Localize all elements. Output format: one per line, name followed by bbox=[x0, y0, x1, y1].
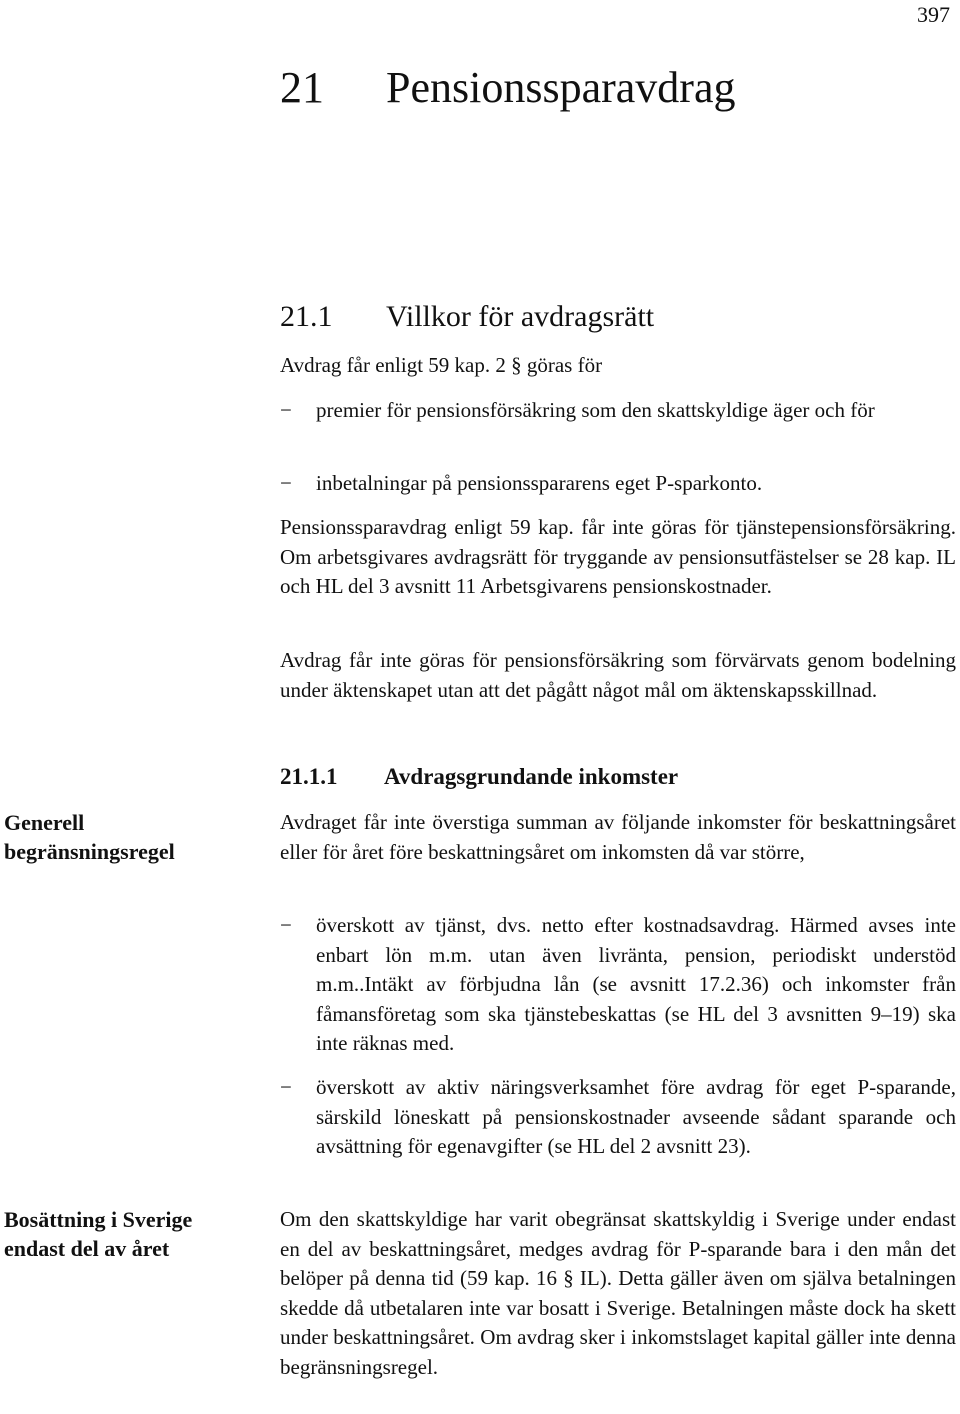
paragraph: Avdrag får inte göras för pensionsförsäkring som förvärvats genom bodelning under äktenskapet utan att det pågått något mål om äktenskapsskillnad. bbox=[280, 648, 956, 702]
paragraph: Pensionssparavdrag enligt 59 kap. får inte göras för tjänstepensionsförsäkring. Om arbetsgivares avdragsrätt för tryggande av pensionsutfästelser se 28 kap. IL och HL del 3 avsnitt 11 Arbetsgivarens pensionskostnader. bbox=[280, 515, 956, 598]
section-number: 21.1 bbox=[280, 300, 333, 333]
list-item bbox=[280, 911, 956, 1059]
margin-note-residence: Bosättning i Sverige endast del av året bbox=[4, 1207, 193, 1261]
list-item bbox=[280, 1073, 956, 1162]
intro-paragraph: Avdrag får enligt 59 kap. 2 § göras för bbox=[280, 353, 603, 377]
list-item-text: premier för pensionsförsäkring som den skattskyldige äger och för bbox=[316, 398, 875, 422]
paragraph: Avdraget får inte överstiga summan av följande inkomster för beskattningsåret eller för året före beskattningsåret om inkomsten då var större, bbox=[280, 810, 956, 864]
list-item bbox=[280, 396, 956, 426]
dash-bullet: − bbox=[280, 1075, 292, 1099]
section-title: Villkor för avdragsrätt bbox=[386, 300, 655, 333]
chapter-title bbox=[280, 62, 736, 113]
subsection-heading bbox=[280, 764, 678, 790]
list-item-text: inbetalningar på pensionsspararens eget P-sparkonto. bbox=[316, 471, 763, 495]
list-item-text: överskott av tjänst, dvs. netto efter kostnadsavdrag. Härmed avses inte enbart lön m.m. utan även livränta, pension, periodiskt understöd m.m..Intäkt av förbjudna lån (se avsnitt 17.2.36) och inkomster från fåmansföretag som ska tjänstebeskattas (se HL del 3 avsnitten 9–19) ska inte räknas med. bbox=[316, 913, 956, 1055]
list-item-text: överskott av aktiv näringsverksamhet före avdrag för eget P-sparande, särskild löneskatt på pensionskostnader avseende sådant sparande och avsättning för egenavgifter (se HL del 2 avsnitt 23). bbox=[316, 1075, 956, 1158]
chapter-number: 21 bbox=[280, 63, 324, 112]
margin-note-general: Generell begränsningsregel bbox=[4, 810, 175, 864]
dash-bullet: − bbox=[280, 913, 292, 937]
subsection-number: 21.1.1 bbox=[280, 764, 338, 789]
dash-bullet: − bbox=[280, 398, 292, 422]
page-number: 397 bbox=[917, 2, 950, 27]
paragraph: Om den skattskyldige har varit obegränsat skattskyldig i Sverige under endast en del av beskattningsåret, medges avdrag för P-sparande bara i den mån det belöper på denna tid (59 kap. 16 § IL). Detta gäller även om själva betalningen skedde då utbetalaren inte var bosatt i Sverige. Betalningen måste dock ha skett under beskattningsåret. Om avdrag sker i inkomstslaget kapital gäller inte denna begränsningsregel. bbox=[280, 1207, 956, 1379]
dash-bullet: − bbox=[280, 471, 292, 495]
chapter-title-text: Pensionssparavdrag bbox=[386, 63, 736, 112]
list-item bbox=[280, 469, 956, 499]
section-heading bbox=[280, 300, 654, 334]
subsection-title: Avdragsgrundande inkomster bbox=[384, 764, 679, 789]
